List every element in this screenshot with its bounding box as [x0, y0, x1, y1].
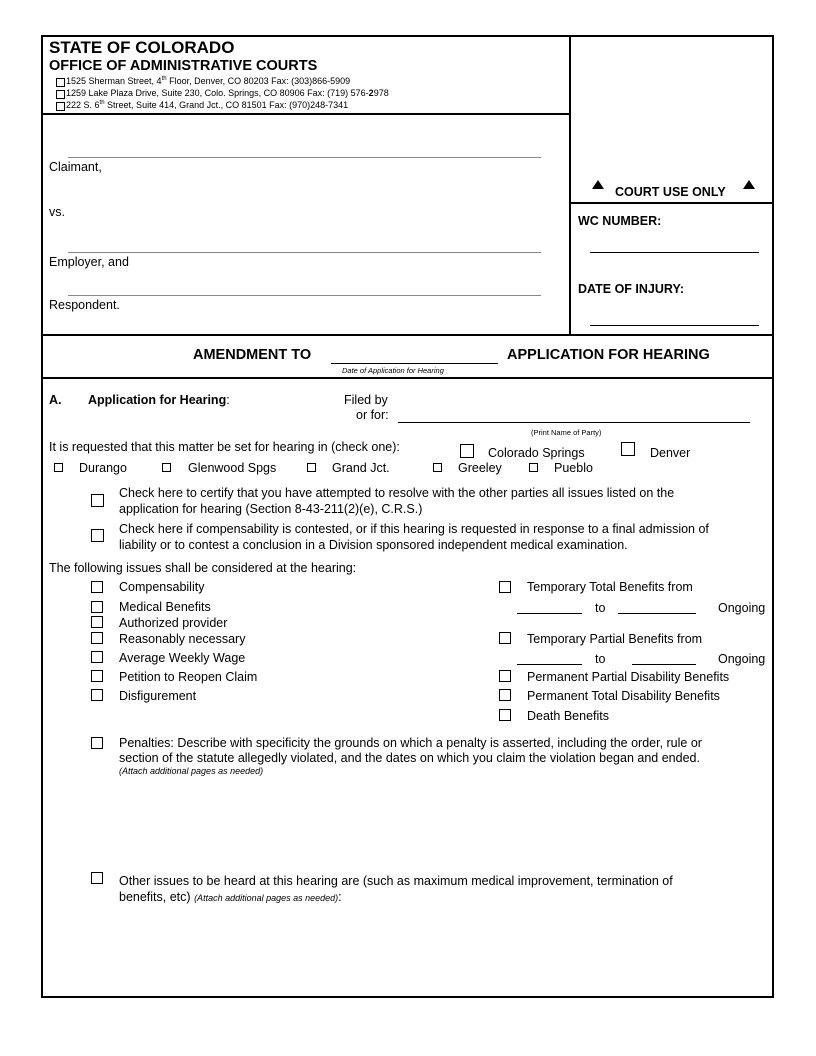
employer-line[interactable] — [68, 252, 541, 253]
ptd-checkbox[interactable] — [499, 689, 511, 701]
ttd-checkbox[interactable] — [499, 581, 511, 593]
title-amendment: AMENDMENT TO — [193, 347, 312, 363]
glenwood-spgs-label: Glenwood Spgs — [188, 461, 277, 475]
resolve-issues-text: Check here to certify that you have attempted to resolve with the other parties all issues listed on the application for hearing (Section 8-43-211(2)(e), C.R.S.) — [119, 486, 675, 516]
address-denver-text: 1525 Sherman Street, 4th Floor, Denver, CO 80203 Fax: (303)866-5909 — [66, 76, 351, 86]
medical-benefits-checkbox[interactable] — [91, 601, 103, 613]
title-application: APPLICATION FOR HEARING — [507, 347, 710, 363]
disfigurement-checkbox[interactable] — [91, 689, 103, 701]
ttd-to-label: to — [595, 601, 606, 615]
penalties-checkbox[interactable] — [91, 737, 103, 749]
other-issues-text: Other issues to be heard at this hearing are (such as maximum medical improvement, termination of benefits, etc) (Attach additional pages as needed): — [119, 874, 673, 904]
court-use-rule — [570, 202, 774, 204]
petition-reopen-label: Petition to Reopen Claim — [119, 670, 258, 684]
ppd-checkbox[interactable] — [499, 670, 511, 682]
ttd-ongoing-label: Ongoing — [718, 601, 766, 615]
ttd-to-line[interactable] — [618, 613, 696, 614]
tpd-from-line[interactable] — [517, 664, 582, 665]
location-prompt: It is requested that this matter be set for hearing in (check one): — [49, 440, 400, 454]
claimant-label: Claimant, — [49, 160, 102, 174]
wc-number-label: WC NUMBER: — [578, 214, 662, 228]
title-top-rule — [42, 334, 774, 336]
tpd-to-line[interactable] — [632, 664, 696, 665]
respondent-label: Respondent. — [49, 298, 120, 312]
reasonably-necessary-checkbox[interactable] — [91, 632, 103, 644]
vs-label: vs. — [49, 205, 65, 219]
tpd-checkbox[interactable] — [499, 632, 511, 644]
issues-intro: The following issues shall be considered at the hearing: — [49, 561, 357, 575]
penalties-text: Penalties: Describe with specificity the grounds on which a penalty is asserted, including the order, rule or section of the statute allegedly violated, and the dates on which you claim the violation began and ended. (Attach additional pages as needed) — [119, 736, 702, 776]
ptd-label: Permanent Total Disability Benefits — [527, 689, 720, 703]
compensability-contested-checkbox[interactable] — [91, 529, 104, 542]
print-name-caption: (Print Name of Party) — [531, 428, 602, 437]
glenwood-spgs-checkbox[interactable] — [162, 463, 171, 472]
colorado-springs-checkbox[interactable] — [460, 444, 474, 458]
durango-checkbox[interactable] — [54, 463, 63, 472]
petition-reopen-checkbox[interactable] — [91, 670, 103, 682]
denver-label: Denver — [650, 446, 691, 460]
ttd-from-line[interactable] — [517, 613, 582, 614]
authorized-provider-label: Authorized provider — [119, 616, 228, 630]
average-weekly-wage-label: Average Weekly Wage — [119, 651, 246, 665]
address-grand-jct-text: 222 S. 6th Street, Suite 414, Grand Jct., CO 81501 Fax: (970)248-7341 — [66, 100, 349, 110]
tpd-to-label: to — [595, 652, 606, 666]
compensability-label: Compensability — [119, 580, 205, 594]
colorado-springs-label: Colorado Springs — [488, 446, 585, 460]
up-arrow-right-icon — [743, 180, 755, 189]
application-date-line[interactable] — [331, 363, 498, 364]
claimant-line[interactable] — [68, 157, 541, 158]
resolve-issues-checkbox[interactable] — [91, 494, 104, 507]
address-grand-jct-checkbox[interactable] — [56, 102, 65, 111]
compensability-checkbox[interactable] — [91, 581, 103, 593]
denver-checkbox[interactable] — [621, 442, 635, 456]
address-colo-springs-checkbox[interactable] — [56, 90, 65, 99]
respondent-line[interactable] — [68, 295, 541, 296]
or-for-label: or for: — [356, 408, 389, 422]
date-of-injury-line[interactable] — [590, 325, 759, 326]
filed-by-label: Filed by — [344, 393, 388, 407]
section-a-heading: Application for Hearing: — [88, 393, 230, 407]
durango-label: Durango — [79, 461, 127, 475]
title-bottom-rule — [42, 377, 774, 379]
other-issues-checkbox[interactable] — [91, 872, 103, 884]
greeley-label: Greeley — [458, 461, 502, 475]
address-colo-springs-text: 1259 Lake Plaza Drive, Suite 230, Colo. Springs, CO 80906 Fax: (719) 576-2978 — [66, 88, 389, 98]
medical-benefits-label: Medical Benefits — [119, 600, 211, 614]
grand-jct-checkbox[interactable] — [307, 463, 316, 472]
tpd-label: Temporary Partial Benefits from — [527, 632, 703, 646]
caption-rule — [42, 113, 570, 115]
death-benefits-label: Death Benefits — [527, 709, 609, 723]
tpd-ongoing-label: Ongoing — [718, 652, 766, 666]
pueblo-checkbox[interactable] — [529, 463, 538, 472]
address-denver-checkbox[interactable] — [56, 78, 65, 87]
grand-jct-label: Grand Jct. — [332, 461, 390, 475]
compensability-contested-text: Check here if compensability is contested, or if this hearing is requested in response to a final admission of liability or to contest a conclusion in a Division sponsored independent medical examination. — [119, 522, 709, 552]
application-date-caption: Date of Application for Hearing — [342, 366, 444, 375]
office-title: OFFICE OF ADMINISTRATIVE COURTS — [49, 58, 318, 74]
death-benefits-checkbox[interactable] — [499, 709, 511, 721]
section-a-letter: A. — [49, 393, 62, 407]
employer-label: Employer, and — [49, 255, 129, 269]
ttd-label: Temporary Total Benefits from — [527, 580, 693, 594]
party-name-line[interactable] — [398, 422, 750, 423]
date-of-injury-label: DATE OF INJURY: — [578, 282, 685, 296]
wc-number-line[interactable] — [590, 252, 759, 253]
ppd-label: Permanent Partial Disability Benefits — [527, 670, 730, 684]
average-weekly-wage-checkbox[interactable] — [91, 651, 103, 663]
greeley-checkbox[interactable] — [433, 463, 442, 472]
court-use-label: COURT USE ONLY — [615, 185, 726, 199]
state-title: STATE OF COLORADO — [49, 38, 235, 57]
pueblo-label: Pueblo — [554, 461, 593, 475]
reasonably-necessary-label: Reasonably necessary — [119, 632, 246, 646]
header-divider — [569, 36, 571, 335]
disfigurement-label: Disfigurement — [119, 689, 197, 703]
up-arrow-left-icon — [592, 180, 604, 189]
authorized-provider-checkbox[interactable] — [91, 616, 103, 628]
